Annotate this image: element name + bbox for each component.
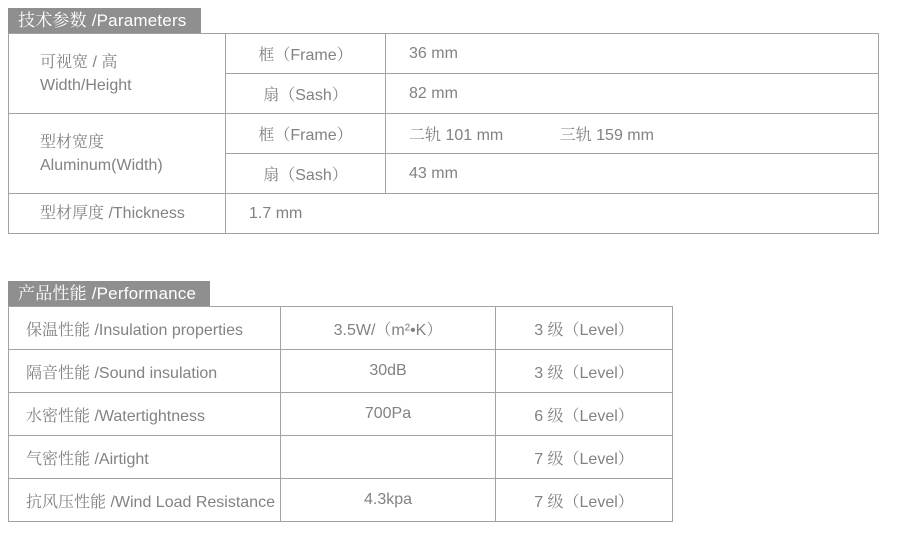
- perf-sound-value: 30dB: [281, 350, 496, 393]
- performance-section-title: 产品性能 /Performance: [8, 281, 210, 306]
- parameters-section: [8, 8, 879, 234]
- param-label-en: Aluminum(Width): [40, 156, 163, 174]
- perf-windload-label: 抗风压性能 /Wind Load Resistance: [9, 479, 281, 522]
- perf-insulation-level: 3 级（Level）: [496, 307, 673, 350]
- param-sash-value: 82 mm: [386, 74, 879, 114]
- perf-airtight-level: 7 级（Level）: [496, 436, 673, 479]
- param-frame-value: 36 mm: [386, 34, 879, 74]
- perf-watertight-label: 水密性能 /Watertightness: [9, 393, 281, 436]
- perf-sound-label: 隔音性能 /Sound insulation: [9, 350, 281, 393]
- table-row: [9, 436, 673, 479]
- perf-airtight-value: [281, 436, 496, 479]
- param-sash-value: 43 mm: [386, 154, 879, 194]
- param-label-zh: 型材宽度: [40, 133, 105, 151]
- perf-insulation-label: 保温性能 /Insulation properties: [9, 307, 281, 350]
- param-frame-sublabel: 框（Frame）: [226, 34, 386, 74]
- param-track2-value: 二轨 101 mm: [409, 127, 504, 144]
- table-row: [9, 114, 879, 154]
- param-sash-sublabel: 扇（Sash）: [226, 154, 386, 194]
- perf-watertight-level: 6 级（Level）: [496, 393, 673, 436]
- table-row: [9, 393, 673, 436]
- param-track3-value: 三轨 159 mm: [559, 127, 654, 144]
- param-thickness-value: 1.7 mm: [226, 194, 879, 234]
- param-label-zh: 可视宽 / 高: [40, 53, 118, 71]
- table-row: [9, 34, 879, 74]
- perf-watertight-value: 700Pa: [281, 393, 496, 436]
- param-frame-track-values: [386, 114, 879, 154]
- table-row: [9, 194, 879, 234]
- param-frame-sublabel: 框（Frame）: [226, 114, 386, 154]
- parameters-table: [8, 33, 879, 234]
- table-row: [9, 350, 673, 393]
- parameters-section-title: 技术参数 /Parameters: [8, 8, 201, 33]
- perf-insulation-value: 3.5W/（m²•K）: [281, 307, 496, 350]
- param-sash-sublabel: 扇（Sash）: [226, 74, 386, 114]
- table-row: [9, 479, 673, 522]
- param-aluminum-label: [9, 114, 226, 194]
- perf-windload-level: 7 级（Level）: [496, 479, 673, 522]
- param-label-en: Width/Height: [40, 76, 132, 94]
- table-row: [9, 307, 673, 350]
- perf-airtight-label: 气密性能 /Airtight: [9, 436, 281, 479]
- perf-windload-value: 4.3kpa: [281, 479, 496, 522]
- performance-table: [8, 306, 673, 522]
- param-thickness-label: 型材厚度 /Thickness: [9, 194, 226, 234]
- param-width-height-label: [9, 34, 226, 114]
- performance-section: [8, 281, 673, 522]
- perf-sound-level: 3 级（Level）: [496, 350, 673, 393]
